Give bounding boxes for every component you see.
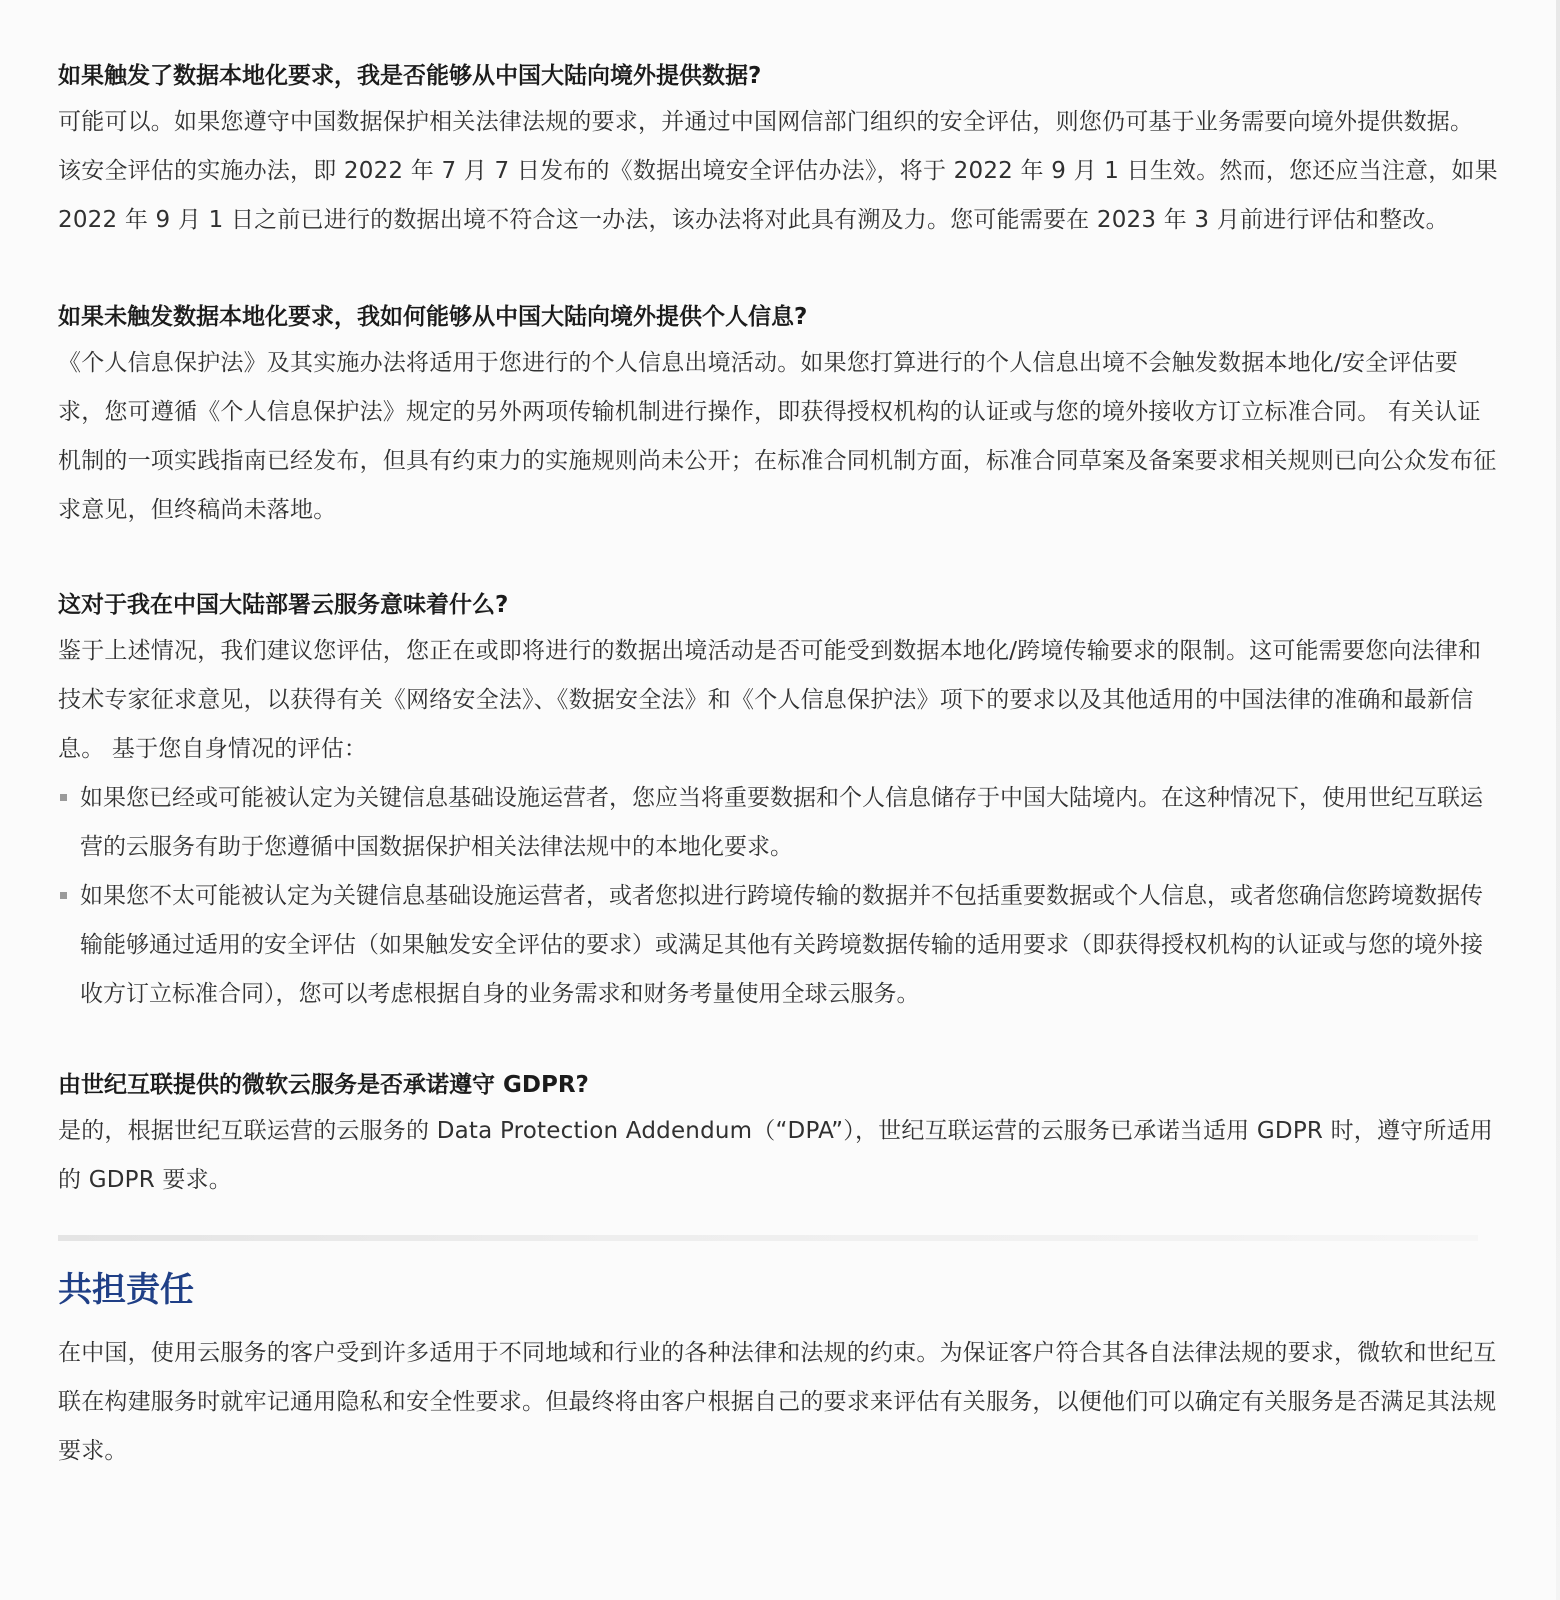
question-title: 如果未触发数据本地化要求，我如何能够从中国大陆向境外提供个人信息? bbox=[58, 304, 808, 330]
faq-gdpr bbox=[58, 1067, 1498, 1205]
question-title: 由世纪互联提供的微软云服务是否承诺遵守 GDPR? bbox=[58, 1072, 589, 1098]
question-title: 这对于我在中国大陆部署云服务意味着什么? bbox=[58, 592, 509, 618]
answer-paragraph: 该安全评估的实施办法，即 2022 年 7 月 7 日发布的《数据出境安全评估办法》，将于 2022 年 9 月 1 日生效。然而，您还应当注意，如果 2022 年 9 月 1 日之前已进行的数据出境不符合这一办法，该办法将对此具有溯及力。您可能需要在 2023 年 3 月前进行评估和整改。 bbox=[58, 158, 1498, 233]
bullet-item bbox=[58, 774, 1498, 872]
shared-responsibility-section bbox=[58, 1267, 1498, 1476]
answer-paragraph: 是的，根据世纪互联运营的云服务的 Data Protection Addendum（“DPA”），世纪互联运营的云服务已承诺当适用 GDPR 时，遵守所适用的 GDPR 要求。 bbox=[58, 1118, 1493, 1193]
faq-localization-not-triggered bbox=[58, 299, 1498, 535]
bullet-square-icon bbox=[60, 892, 67, 899]
faq-cloud-deployment bbox=[58, 587, 1498, 1019]
bullet-text: 如果您已经或可能被认定为关键信息基础设施运营者，您应当将重要数据和个人信息储存于中国大陆境内。在这种情况下，使用世纪互联运营的云服务有助于您遵循中国数据保护相关法律法规中的本地化要求。 bbox=[80, 785, 1483, 860]
question-title: 如果触发了数据本地化要求，我是否能够从中国大陆向境外提供数据? bbox=[58, 63, 762, 89]
page-edge-shadow bbox=[1556, 0, 1560, 1600]
section-paragraph: 在中国，使用云服务的客户受到许多适用于不同地域和行业的各种法律和法规的约束。为保证客户符合其各自法律法规的要求，微软和世纪互联在构建服务时就牢记通用隐私和安全性要求。但最终将由客户根据自己的要求来评估有关服务，以便他们可以确定有关服务是否满足其法规要求。 bbox=[58, 1340, 1497, 1464]
bullet-item bbox=[58, 872, 1498, 1019]
section-heading: 共担责任 bbox=[58, 1270, 194, 1310]
section-divider bbox=[58, 1235, 1478, 1241]
bullet-square-icon bbox=[60, 794, 67, 801]
document-page bbox=[58, 58, 1498, 1476]
answer-paragraph: 可能可以。如果您遵守中国数据保护相关法律法规的要求，并通过中国网信部门组织的安全评估，则您仍可基于业务需要向境外提供数据。 bbox=[58, 109, 1474, 135]
answer-paragraph: 鉴于上述情况，我们建议您评估，您正在或即将进行的数据出境活动是否可能受到数据本地化/跨境传输要求的限制。这可能需要您向法律和技术专家征求意见，以获得有关《网络安全法》、《数据安全法》和《个人信息保护法》项下的要求以及其他适用的中国法律的准确和最新信息。 基于您自身情况的评估： bbox=[58, 638, 1482, 762]
faq-localization-triggered bbox=[58, 58, 1498, 245]
bullet-text: 如果您不太可能被认定为关键信息基础设施运营者，或者您拟进行跨境传输的数据并不包括重要数据或个人信息，或者您确信您跨境数据传输能够通过适用的安全评估（如果触发安全评估的要求）或满足其他有关跨境数据传输的适用要求（即获得授权机构的认证或与您的境外接收方订立标准合同），您可以考虑根据自身的业务需求和财务考量使用全球云服务。 bbox=[80, 883, 1483, 1007]
assessment-bullet-list bbox=[58, 774, 1498, 1019]
answer-paragraph: 《个人信息保护法》及其实施办法将适用于您进行的个人信息出境活动。如果您打算进行的个人信息出境不会触发数据本地化/安全评估要求，您可遵循《个人信息保护法》规定的另外两项传输机制进行操作，即获得授权机构的认证或与您的境外接收方订立标准合同。 有关认证机制的一项实践指南已经发布，但具有约束力的实施规则尚未公开；在标准合同机制方面，标准合同草案及备案要求相关规则已向公众发布征求意见，但终稿尚未落地。 bbox=[58, 350, 1497, 523]
